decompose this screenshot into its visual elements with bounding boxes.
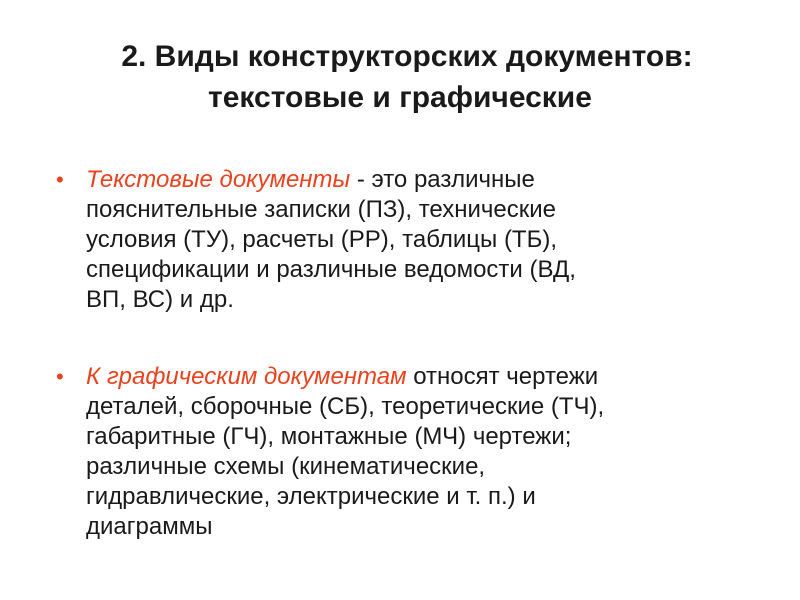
bullet-line-rest: относят чертежи <box>406 363 599 390</box>
bullet-line <box>86 165 756 195</box>
slide-title <box>0 36 800 118</box>
bullet-line: спецификации и различные ведомости (ВД, <box>86 256 576 283</box>
bullet-line: ВП, ВС) и др. <box>86 286 234 313</box>
title-line-2: текстовые и графические <box>208 81 592 114</box>
bullet-graphic-documents <box>56 362 756 542</box>
bullet-line <box>86 362 756 392</box>
bullet-line: деталей, сборочные (СБ), теоретические (ТЧ), <box>86 393 605 420</box>
bullet-line: диаграммы <box>86 513 213 540</box>
bullet-line: различные схемы (кинематические, <box>86 453 486 480</box>
bullet-marker-icon: • <box>56 167 64 192</box>
bullet-line: гидравлические, электрические и т. п.) и <box>86 483 536 510</box>
bullet-text-documents <box>56 165 756 315</box>
bullet-marker-icon: • <box>56 364 64 389</box>
bullet-emphasis: К графическим документам <box>86 363 407 390</box>
bullet-line: пояснительные записки (ПЗ), технические <box>86 196 557 223</box>
bullet-list <box>56 165 756 542</box>
bullet-line-rest: - это различные <box>350 166 535 193</box>
title-line-1: 2. Виды конструкторских документов: <box>121 40 693 73</box>
bullet-line: габаритные (ГЧ), монтажные (МЧ) чертежи; <box>86 423 572 450</box>
bullet-line: условия (ТУ), расчеты (РР), таблицы (ТБ), <box>86 226 557 253</box>
bullet-emphasis: Текстовые документы <box>86 166 351 193</box>
